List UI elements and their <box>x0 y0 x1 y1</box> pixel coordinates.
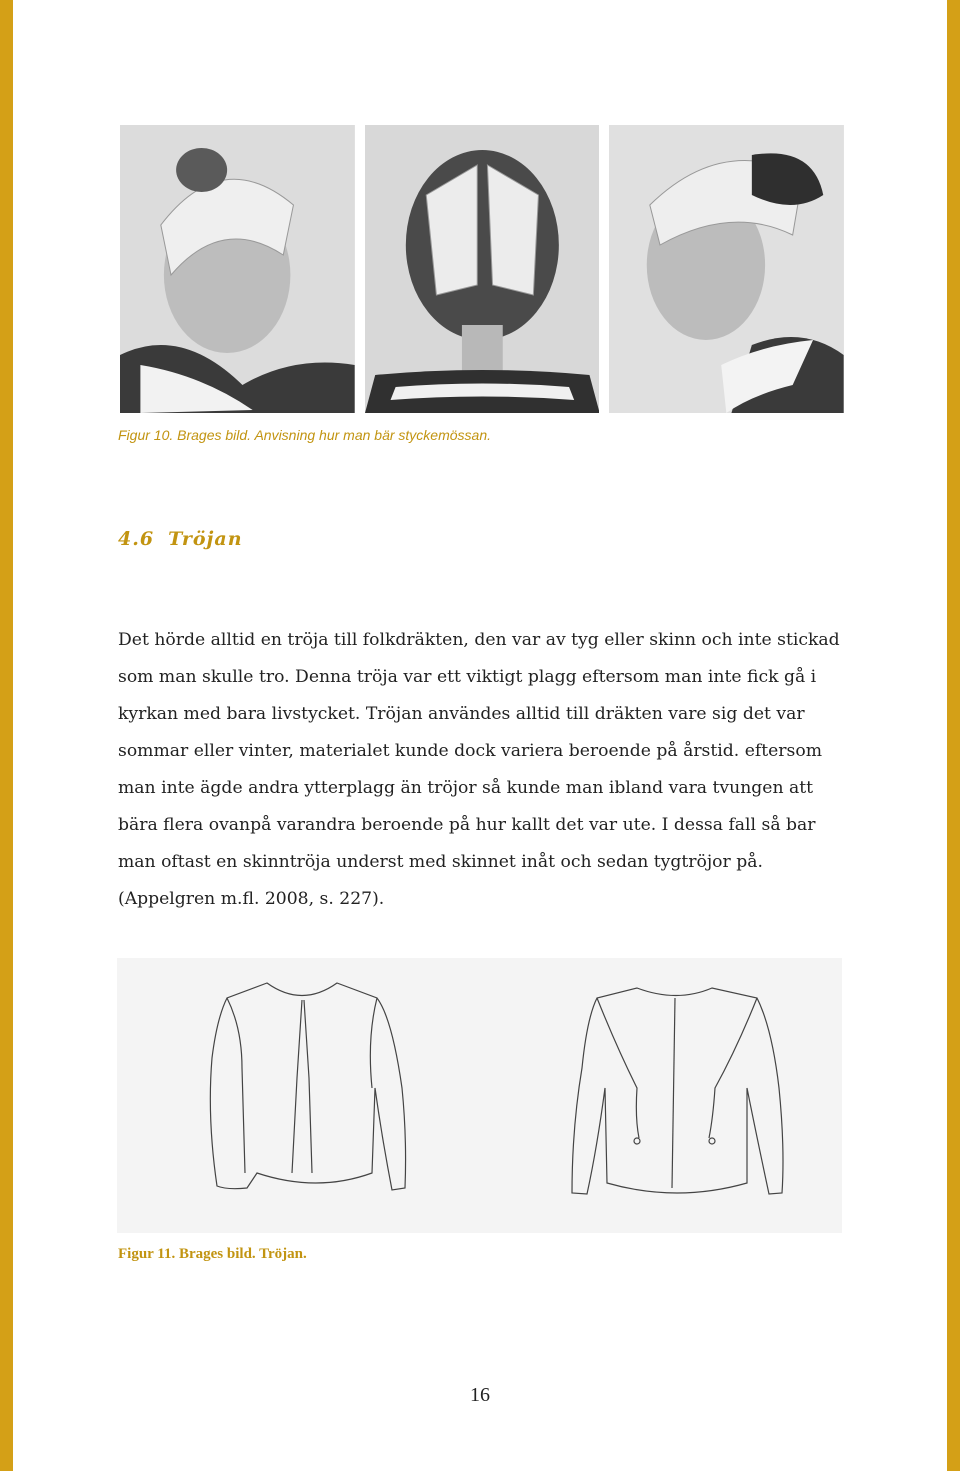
photo-side-view <box>609 125 844 413</box>
page-border-right <box>947 0 960 1471</box>
photo-back-view <box>365 125 600 413</box>
page-border-left <box>0 0 13 1471</box>
section-heading <box>118 528 243 550</box>
section-title: Tröjan <box>168 528 243 550</box>
page-number: 16 <box>470 1384 490 1406</box>
body-paragraph-container <box>118 622 848 918</box>
photo-front-view <box>120 125 355 413</box>
section-number: 4.6 <box>118 528 155 550</box>
figure-10-caption: Figur 10. Brages bild. Anvisning hur man bär styckemössan. <box>118 427 491 443</box>
figure-10-photos <box>120 125 844 413</box>
body-paragraph: Det hörde alltid en tröja till folkdräkten, den var av tyg eller skinn och inte stickad som man skulle tro. Denna tröja var ett viktigt plagg eftersom man inte fick gå i kyrkan med bara livstycket. Tröjan användes alltid till dräkten vare sig det var sommar eller vinter, materialet kunde dock variera beroende på årstid. eftersom man inte ägde andra ytterplagg än tröjor så kunde man ibland vara tvungen att bära flera ovanpå varandra beroende på hur kallt det var ute. I dessa fall så bar man oftast en skinntröja underst med skinnet inåt och sedan tygtröjor på. (Appelgren m.fl. 2008, s. 227). <box>118 630 840 909</box>
figure-11-drawing <box>117 958 842 1233</box>
figure-11-caption: Figur 11. Brages bild. Tröjan. <box>118 1246 307 1262</box>
